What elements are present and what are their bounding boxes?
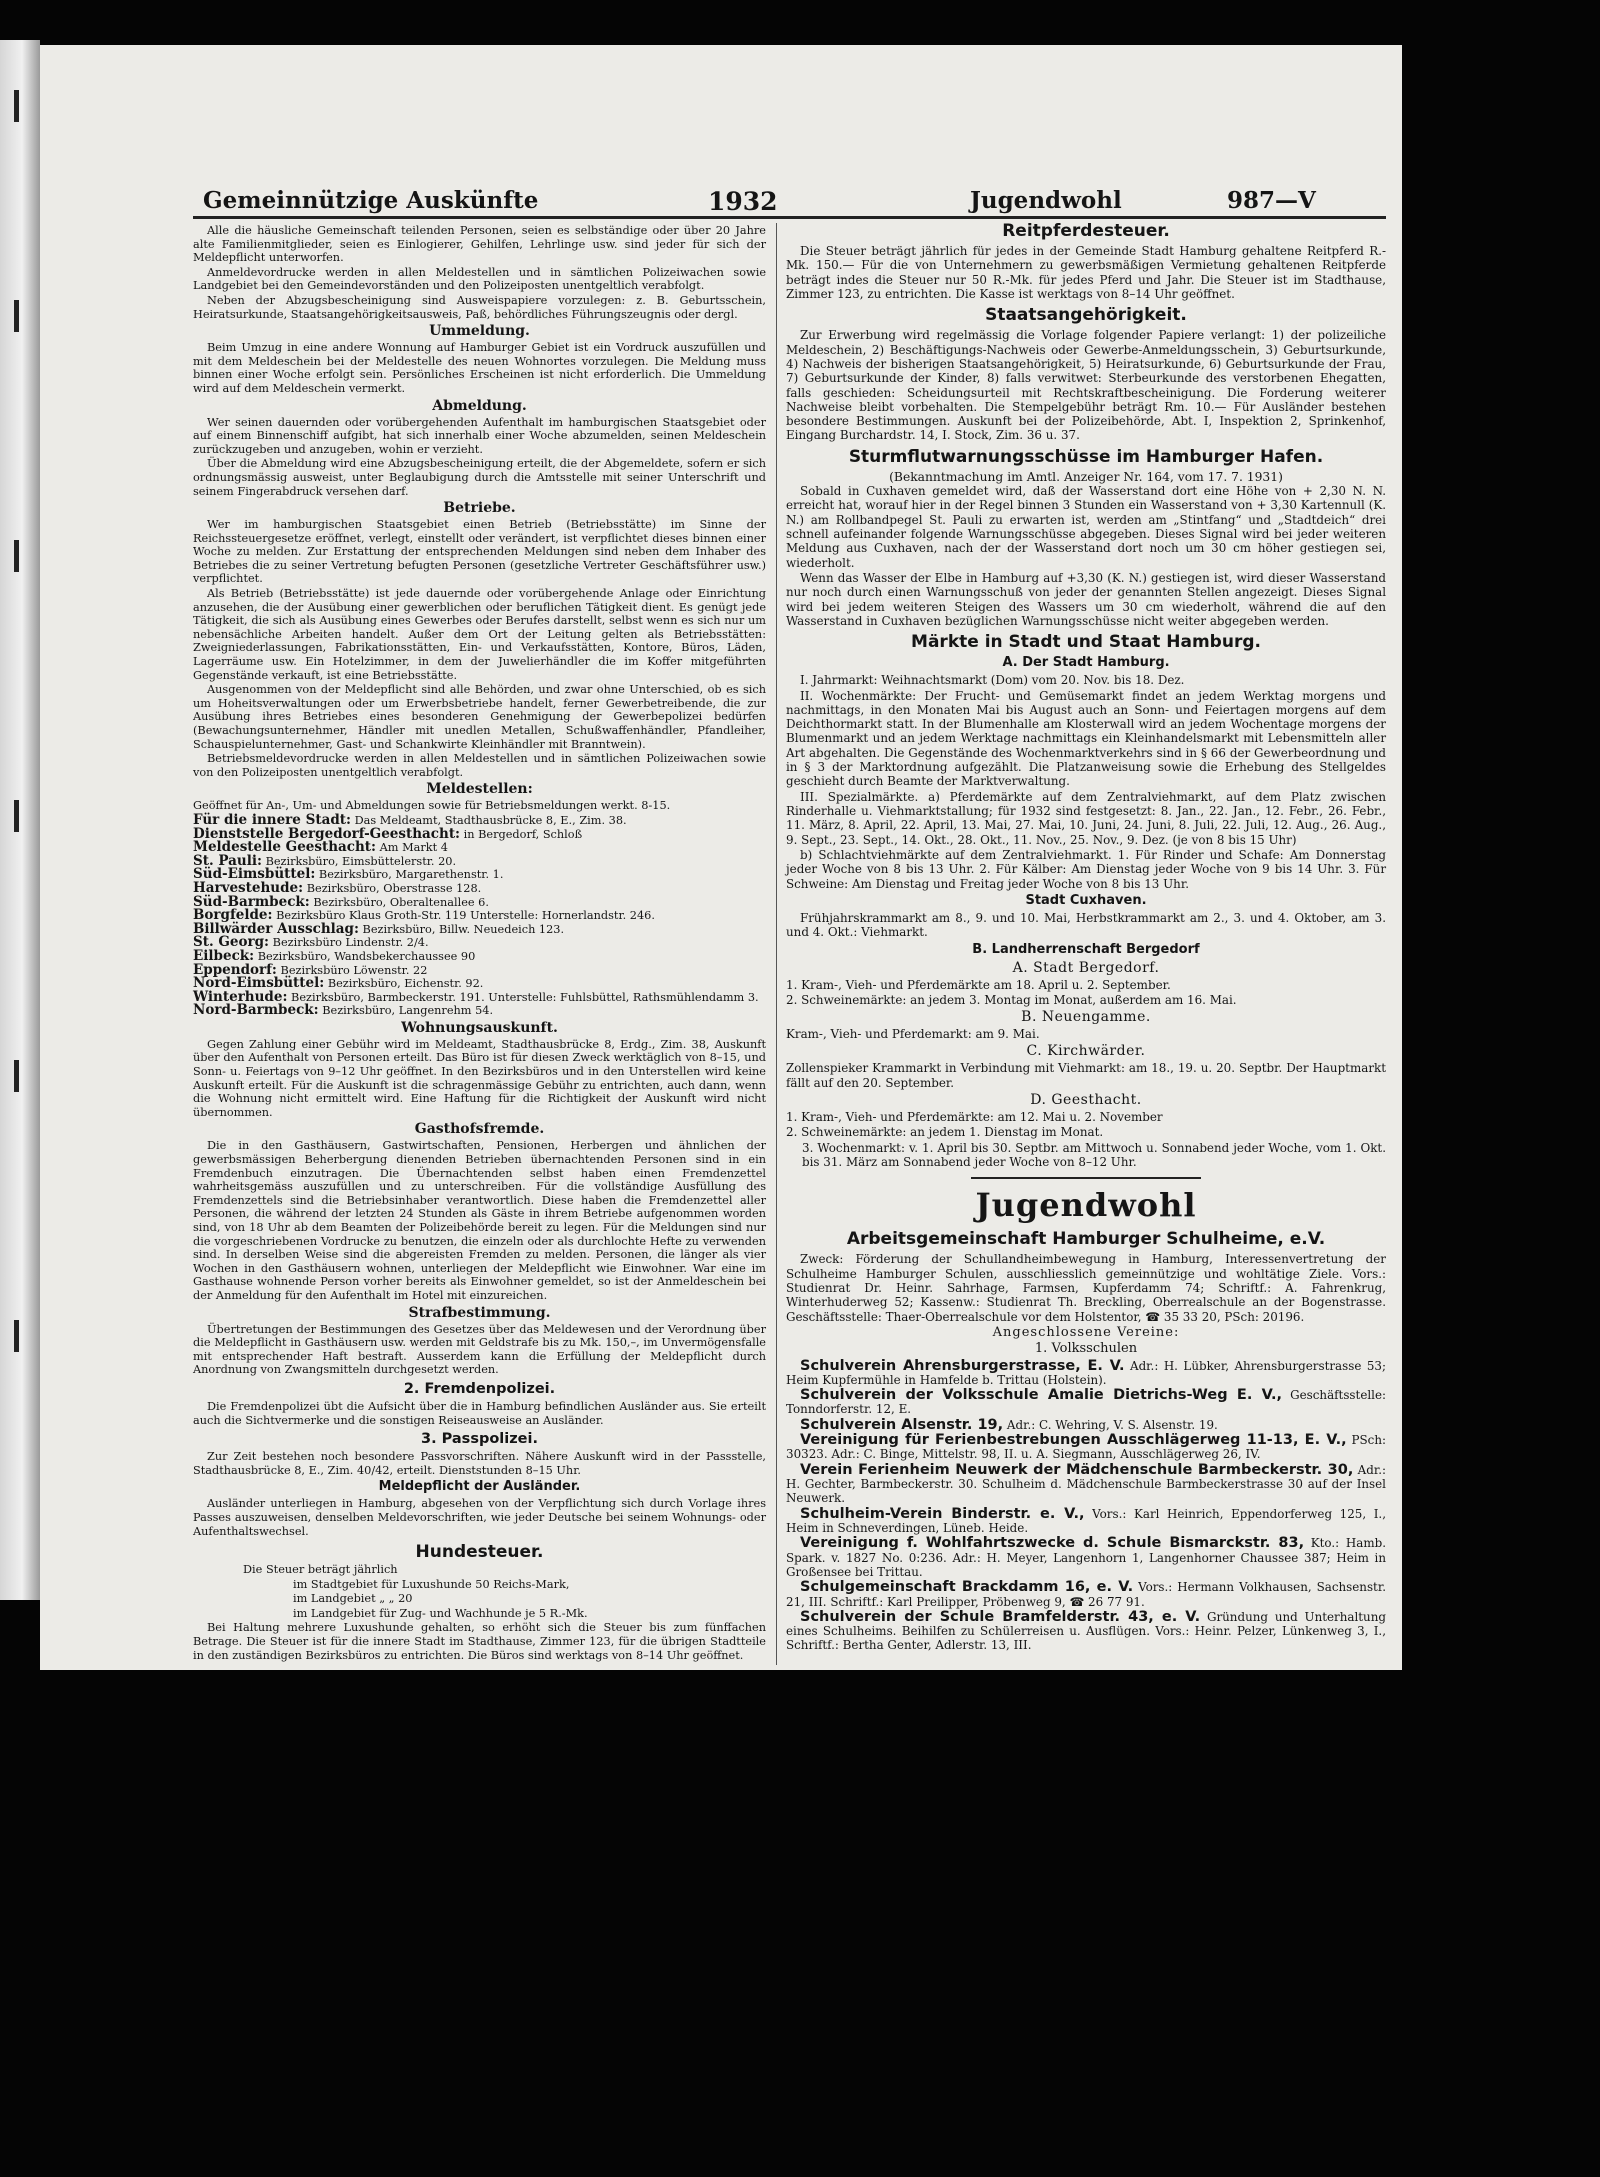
- paragraph: Zollenspieker Krammarkt in Verbindung mit Viehmarkt: am 18., 19. u. 20. Septbr. Der Hauptmarkt fällt auf den 20. September.: [786, 1061, 1386, 1090]
- list-item: Süd-Barmbeck: Bezirksbüro, Oberaltenallee 6.: [193, 893, 489, 910]
- list-item: Schulheim-Verein Binderstr. e. V., Vors.: Karl Heinrich, Eppendorferweg 125, I., Heim in Schneverdingen, Lüneb. Heide.: [786, 1505, 1386, 1535]
- paragraph: im Landgebiet für Zug- und Wachhunde je 5 R.-Mk.: [293, 1606, 588, 1620]
- paragraph: Alle die häusliche Gemeinschaft teilenden Personen, seien es selbständige oder über 20 Jahre alte Familienmitglieder, seien es Einlogierer, Gehilfen, Lehrlinge usw. sind jeder für sich der Meldepflicht unterworfen.: [193, 224, 766, 265]
- paragraph: Die Steuer beträgt jährlich: [243, 1563, 398, 1577]
- column-divider: [776, 223, 777, 1665]
- paragraph: Betriebsmeldevordrucke werden in allen Meldestellen und in sämtlichen Polizeiwachen sowie von den Polizeiposten unentgeltlich verabfolgt.: [193, 752, 766, 779]
- header-year: 1932: [708, 187, 778, 216]
- paragraph: im Stadtgebiet für Luxushunde 50 Reichs-Mark,: [293, 1577, 570, 1591]
- paragraph: Beim Umzug in eine andere Wonnung auf Hamburger Gebiet ist ein Vordruck auszufüllen und mit dem Meldeschein bei der Meldestelle des neuen Wohnortes vorzulegen. Die Meldung muss binnen einer Woche erfolgt sein. Persönliches Erscheinen ist nicht erforderlich. Die Ummeldung wird auf dem Meldeschein vermerkt.: [193, 341, 766, 395]
- heading-stadt-bergedorf: A. Stadt Bergedorf.: [1012, 959, 1160, 976]
- list-item: Schulverein Ahrensburgerstrasse, E. V. Adr.: H. Lübker, Ahrensburgerstrasse 53; Heim Kupfermühle in Hamfelde b. Trittau (Holstein).: [786, 1357, 1386, 1387]
- paragraph: Zur Zeit bestehen noch besondere Passvorschriften. Nähere Auskunft wird in der Passstelle, Stadthausbrücke 8, E., Zim. 40/42, erteilt. Dienststunden 8–15 Uhr.: [193, 1450, 766, 1477]
- right-column: [786, 221, 1386, 1654]
- heading-hundesteuer: Hundesteuer.: [415, 1542, 544, 1563]
- paragraph: Die Fremdenpolizei übt die Aufsicht über die in Hamburg befindlichen Ausländer aus. Sie erteilt auch die Sichtvermerke und die sonstigen Reiseausweise an Ausländer.: [193, 1399, 766, 1427]
- section-divider: [971, 1177, 1201, 1179]
- paragraph: Sobald in Cuxhaven gemeldet wird, daß der Wasserstand dort eine Höhe von + 2,30 N. N. erreicht hat, worauf hier in der Regel binnen 3 Stunden ein Wasserstand von + 3,30 Kartennull (K. N.) am Rollbandpegel St. Pauli zu erwarten ist, werden am „Stintfang“ und „Stadtdeich“ drei schnell aufeinander folgende Warnungsschüsse abgegeben. Dieses Signal wird bei jeder weiteren Meldung aus Cuxhaven, nach der der Wasserstand dort noch um 30 cm höher gestiegen sei, wiederholt.: [786, 484, 1386, 570]
- paragraph: Wer im hamburgischen Staatsgebiet einen Betrieb (Betriebsstätte) im Sinne der Reichssteuergesetze eröffnet, verlegt, einstellt oder verändert, ist verpflichtet dieses binnen einer Woche zu melden. Zur Erstattung der entsprechenden Meldungen sind neben dem Inhaber des Betriebes die zu seiner Vertretung befugten Personen (gesetzliche Vertreter Geschäftsführer usw.) verpflichtet.: [193, 518, 766, 586]
- paragraph: Wenn das Wasser der Elbe in Hamburg auf +3,30 (K. N.) gestiegen ist, wird dieser Wasserstand nur noch durch einen Warnungsschuß von jeder der genannten Stellen angezeigt. Dieses Signal wird bei jedem weiteren Steigen des Wassers um 30 cm wiederholt, während die auf den Wasserstand in Cuxhaven bezüglichen Warnungsschüsse nicht weiter abgegeben werden.: [786, 570, 1386, 628]
- list-item: Vereinigung f. Wohlfahrtszwecke d. Schule Bismarckstr. 83, Kto.: Hamb. Spark. v. 1827 No. 0:236. Adr.: H. Meyer, Langenhorn 1, Langenhorner Chaussee 387; Heim in Großensee bei Trittau.: [786, 1535, 1386, 1579]
- heading-ummeldung: Ummeldung.: [429, 323, 530, 340]
- heading-gasthofsfremde: Gasthofsfremde.: [414, 1121, 545, 1138]
- paragraph: Frühjahrskrammarkt am 8., 9. und 10. Mai, Herbstkrammarkt am 2., 3. und 4. Oktober, am 3. und 4. Okt.: Viehmarkt.: [786, 910, 1386, 940]
- list-item: Winterhude: Bezirksbüro, Barmbeckerstr. 191. Unterstelle: Fuhlsbüttel, Rathsmühlendamm 3.: [193, 988, 759, 1005]
- list-item: Vereinigung für Ferienbestrebungen Ausschlägerweg 11-13, E. V., PSch: 30323. Adr.: C. Binge, Mittelstr. 98, II. u. A. Siegmann, Ausschlägerweg 26, IV.: [786, 1432, 1387, 1462]
- paragraph: b) Schlachtviehmärkte auf dem Zentralviehmarkt. 1. Für Rinder und Schafe: Am Donnerstag jeder Woche von 8 bis 13 Uhr. 2. Für Kälber: Am Dienstag jeder Woche von 9 bis 14 Uhr. 3. Für Schweine: Am Dienstag und Freitag jeder Woche von 8 bis 13 Uhr.: [786, 847, 1386, 891]
- heading-stadt-hamburg: A. Der Stadt Hamburg.: [1002, 655, 1170, 671]
- vereine-list: [786, 1359, 1386, 1653]
- paragraph: 2. Schweinemärkte: an jedem 3. Montag im Monat, außerdem am 16. Mai.: [786, 992, 1237, 1007]
- list-item: Süd-Eimsbüttel: Bezirksbüro, Margarethenstr. 1.: [193, 866, 504, 883]
- heading-sturmflut: Sturmflutwarnungsschüsse im Hamburger Hafen.: [848, 446, 1324, 467]
- heading-reitpferdesteuer: Reitpferdesteuer.: [1002, 221, 1170, 241]
- list-item: Borgfelde: Bezirksbüro Klaus Groth-Str. 119 Unterstelle: Hornerlandstr. 246.: [193, 907, 655, 924]
- list-item: St. Georg: Bezirksbüro Lindenstr. 2/4.: [193, 934, 429, 951]
- left-column: [193, 224, 766, 1663]
- list-item: Meldestelle Geesthacht: Am Markt 4: [193, 839, 448, 856]
- heading-meldestellen: Meldestellen:: [426, 781, 533, 798]
- heading-meldepflicht-auslaender: Meldepflicht der Ausländer.: [378, 1479, 581, 1495]
- heading-angeschlossene-vereine: Angeschlossene Vereine:: [992, 1324, 1180, 1340]
- paragraph: Ausgenommen von der Meldepflicht sind alle Behörden, und zwar ohne Unterschied, ob es sich um Hoheitsverwaltungen oder um Erwerbsbetriebe handelt, ferner Gewerbetreibende, die zur Ausübung ihres Betriebes eines besonderen Genehmigung der Gewerbepolizei bedürfen (Bewachungsunternehmer, Händler mit unedlen Metallen, Schußwaffenhändler, Pfandleiher, Schauspielunternehmer, Gast- und Schankwirte Kleinhändler mit Branntwein).: [193, 683, 766, 751]
- paragraph: 2. Schweinemärkte: an jedem 1. Dienstag im Monat.: [786, 1125, 1104, 1140]
- list-item: Schulverein Alsenstr. 19, Adr.: C. Wehring, V. S. Alsenstr. 19.: [800, 1416, 1218, 1433]
- heading-maerkte: Märkte in Stadt und Staat Hamburg.: [911, 632, 1261, 653]
- heading-fremdenpolizei: 2. Fremdenpolizei.: [403, 1380, 556, 1397]
- heading-abmeldung: Abmeldung.: [432, 397, 527, 414]
- paragraph: 1. Kram-, Vieh- und Pferdemärkte: am 12. Mai u. 2. November: [786, 1110, 1163, 1125]
- heading-volksschulen: 1. Volksschulen: [1034, 1341, 1138, 1357]
- book-spine: [0, 40, 40, 1600]
- header-page-number: 987—V: [1227, 187, 1316, 214]
- subtitle: (Bekanntmachung im Amtl. Anzeiger Nr. 164, vom 17. 7. 1931): [889, 469, 1283, 484]
- heading-wohnungsauskunft: Wohnungsauskunft.: [401, 1019, 558, 1036]
- heading-neuengamme: B. Neuengamme.: [1021, 1009, 1151, 1026]
- paragraph: Gegen Zahlung einer Gebühr wird im Meldeamt, Stadthausbrücke 8, Erdg., Zim. 38, Auskunft über den Aufenthalt von Personen erteilt. Das Büro ist für diesen Zweck werktäglich von 8–15, und Sonn- u. Feiertags von 9–12 Uhr geöffnet. In den Bezirksbüros und in den Unterstellen wird keine Auskunft erteilt. Für die Auskunft ist die schragenmässige Gebühr zu entrichten, auch dann, wenn die Wohnung nicht ermittelt wird. Eine Haftung für die Richtigkeit der Auskunft wird nicht übernommen.: [193, 1037, 766, 1119]
- paragraph: Über die Abmeldung wird eine Abzugsbescheinigung erteilt, die der Abgemeldete, sofern er sich ordnungsmässig ausweist, unter Beglaubigung durch die Amtsstelle mit seiner Unterschrift und seinem Fingerabdruck versehen darf.: [193, 457, 766, 498]
- paragraph: Bei Haltung mehrere Luxushunde gehalten, so erhöht sich die Steuer bis zum fünffachen Betrage. Die Steuer ist für die innere Stadt im Stadthause, Zimmer 123, für die übrigen Stadtteile in den zuständigen Bezirksbüros zu entrichten. Die Büros sind werktags von 8–14 Uhr geöffnet.: [193, 1621, 766, 1662]
- heading-strafbestimmung: Strafbestimmung.: [408, 1304, 551, 1321]
- list-item: Verein Ferienheim Neuwerk der Mädchenschule Barmbeckerstr. 30, Adr.: H. Gechter, Barmbeckerstr. 30. Schulheim d. Mädchenschule Barmbeckerstrasse 30 auf der Insel Neuwerk.: [786, 1461, 1386, 1506]
- heading-arbeitsgemeinschaft: Arbeitsgemeinschaft Hamburger Schulheime, e.V.: [846, 1229, 1326, 1250]
- paragraph: 3. Wochenmarkt: v. 1. April bis 30. Septbr. am Mittwoch u. Sonnabend jeder Woche, vom 1. Okt. bis 31. März am Sonnabend jeder Woche von 8–12 Uhr.: [802, 1140, 1386, 1169]
- list-item: Für die innere Stadt: Das Meldeamt, Stadthausbrücke 8, E., Zim. 38.: [193, 811, 627, 828]
- paragraph: Ausländer unterliegen in Hamburg, abgesehen von der Verpflichtung sich durch Vorlage ihres Passes auszuweisen, denselben Meldevorschriften, wie jeder Deutsche bei seinem Wohnungs- oder Aufenthaltswechsel.: [193, 1497, 766, 1538]
- paragraph: Kram-, Vieh- und Pferdemarkt: am 9. Mai.: [786, 1027, 1040, 1042]
- heading-geesthacht: D. Geesthacht.: [1030, 1092, 1142, 1109]
- list-item: Schulgemeinschaft Brackdamm 16, e. V. Vors.: Hermann Volkhausen, Sachsenstr. 21, III. Schriftf.: Karl Preilipper, Pröbenweg 9, ☎ 26 77 91.: [786, 1579, 1386, 1609]
- list-item: Nord-Barmbeck: Bezirksbüro, Langenrehm 54.: [193, 1002, 494, 1019]
- list-item: Billwärder Ausschlag: Bezirksbüro, Billw. Neuedeich 123.: [193, 920, 565, 937]
- paragraph: Zweck: Förderung der Schullandheimbewegung in Hamburg, Interessenvertretung der Schulheime Hamburger Schulen, ausschliesslich gemeinnützige und wohltätige Ziele. Vors.: Studienrat Dr. Heinr. Sahrhage, Farmsen, Kupferdamm 74; Schriftf.: A. Fahrenkrug, Winterhuderweg 52; Kassenw.: Studienrat Th. Breckling, Oberrealschule an der Bogenstrasse. Geschäftsstelle: Thaer-Oberrealschule vor dem Holstentor, ☎ 35 33 20, PSch: 20196.: [786, 1252, 1386, 1324]
- meldestellen-list: [193, 811, 766, 1019]
- paragraph: Als Betrieb (Betriebsstätte) ist jede dauernde oder vorübergehende Anlage oder Einrichtung anzusehen, die der Ausübung einer gewerblichen oder beruflichen Tätigkeit dient. Es genügt jede Tätigkeit, die sich als Ausübung eines Gewerbes oder Berufes darstellt, selbst wenn es sich nur um nebensächliche Arbeiten handelt. Außer dem Ort der Leitung gelten als Betriebsstätten: Zweigniederlassungen, Fabrikationsstätten, Ein- und Verkaufsstätten, Kontore, Büros, Läden, Lagerräume usw. Ein Hotelzimmer, in dem der Juwelierhändler die im Koffer mitgeführten Gegenstände verkauft, ist eine Betriebsstätte.: [193, 587, 766, 682]
- header-left: Gemeinnützige Auskünfte: [203, 187, 539, 214]
- paragraph: Die Steuer beträgt jährlich für jedes in der Gemeinde Stadt Hamburg gehaltene Reitpferd R.-Mk. 150.— Für die von Unternehmern zu gewerbsmäßigen Vermietung gehaltenen Reitpferde beträgt indes die Steuer nur 50 R.-Mk. für jedes Pferd und Jahr. Die Steuer ist im Stadthause, Zimmer 123, zu entrichten. Die Kasse ist werktags von 8–14 Uhr geöffnet.: [786, 244, 1386, 301]
- list-item: Harvestehude: Bezirksbüro, Oberstrasse 128.: [193, 879, 482, 896]
- paragraph: I. Jahrmarkt: Weihnachtsmarkt (Dom) vom 20. Nov. bis 18. Dez.: [800, 673, 1185, 688]
- heading-cuxhaven: Stadt Cuxhaven.: [1025, 892, 1147, 908]
- list-item: Schulverein der Volksschule Amalie Dietrichs-Weg E. V., Geschäftsstelle: Tonndorferstr. 12, E.: [786, 1387, 1386, 1417]
- paragraph: Anmeldevordrucke werden in allen Meldestellen und in sämtlichen Polizeiwachen sowie Landgebiet bei den Gemeindevorständen und den Polizeiposten unentgeltlich verabfolgt.: [193, 265, 766, 293]
- paragraph: III. Spezialmärkte. a) Pferdemärkte auf dem Zentralviehmarkt, auf dem Platz zwischen Rinderhalle u. Viehmarktstallung; für 1932 sind festgesetzt: 8. Jan., 22. Jan., 12. Febr., 26. Febr., 11. März, 8. April, 22. April, 13. Mai, 27. Mai, 10. Juni, 24. Juni, 8. Juli, 22. Juli, 12. Aug., 26. Aug., 9. Sept., 23. Sept., 14. Okt., 28. Okt., 11. Nov., 25. Nov., 9. Dez. (je von 8 bis 15 Uhr): [786, 789, 1386, 847]
- heading-jugendwohl: Jugendwohl: [975, 1186, 1197, 1225]
- list-item: Dienststelle Bergedorf-Geesthacht: in Bergedorf, Schloß: [193, 825, 583, 842]
- list-item: Eppendorf: Bezirksbüro Löwenstr. 22: [193, 961, 428, 978]
- heading-kirchwaerder: C. Kirchwärder.: [1026, 1043, 1146, 1060]
- paragraph: Zur Erwerbung wird regelmässig die Vorlage folgender Papiere verlangt: 1) der polizeiliche Meldeschein, 2) Beschäftigungs-Nachweis oder Gewerbe-Anmeldungsschein, 3) Geburtsurkunde, 4) Nachweis der bisherigen Staatsangehörigkeit, 5) Heiratsurkunde, 6) Geburtsurkunde der Frau, 7) Geburtsurkunde der Kinder, 8) falls verwitwet: Sterbeurkunde des verstorbenen Ehegatten, falls geschieden: Scheidungsurteil mit Rechtskraftbescheinigung. Die Forderung weiterer Nachweise bleibt vorbehalten. Die Stempelgebühr beträgt Rm. 10.— Für Ausländer bestehen besondere Bestimmungen. Auskunft bei der Polizeibehörde, Abt. I, Inspektion 2, Sprinkenhof, Eingang Burchardstr. 14, I. Stock, Zim. 36 u. 37.: [786, 328, 1386, 443]
- list-item: Nord-Eimsbüttel: Bezirksbüro, Eichenstr. 92.: [193, 975, 484, 992]
- paragraph: Übertretungen der Bestimmungen des Gesetzes über das Meldewesen und der Verordnung über die Meldepflicht in Gasthäusern usw. werden mit Geldstrafe bis zu Mk. 150,–, im Unvermögensfalle mit entsprechender Haft bestraft. Ausserdem kann die Erfüllung der Meldepflicht durch Anordnung von Zwangsmitteln durchgesetzt werden.: [193, 1322, 766, 1377]
- list-item: Schulverein der Schule Bramfelderstr. 43, e. V. Gründung und Unterhaltung eines Schulheims. Beihilfen zu Schülerreisen u. Ausflügen. Vors.: Heinr. Pelzer, Lünkenweg 3, I., Schriftf.: Bertha Genter, Adlerstr. 13, III.: [786, 1608, 1386, 1653]
- list-item: Eilbeck: Bezirksbüro, Wandsbekerchaussee 90: [193, 947, 476, 964]
- paragraph: Neben der Abzugsbescheinigung sind Ausweispapiere vorzulegen: z. B. Geburtsschein, Heiratsurkunde, Staatsangehörigkeitsausweis, Paß, behördliches Führungszeugnis oder dergl.: [193, 293, 766, 321]
- heading-staatsangehoerigkeit: Staatsangehörigkeit.: [985, 305, 1187, 326]
- paragraph: im Landgebiet „ „ 20: [293, 1592, 413, 1606]
- paragraph: II. Wochenmärkte: Der Frucht- und Gemüsemarkt findet an jedem Werktag morgens und nachmittags, in den Monaten Mai bis August auch an Sonn- und Feiertagen morgens auf dem Deichthormarkt statt. In der Blumenhalle am Klosterwall wird an jedem Wochentage morgens der Blumenmarkt und an jedem Werktage nachmittags ein Kleinhandelsmarkt mit Lebensmitteln aller Art abgehalten. Die Gegenstände des Wochenmarktverkehrs sind in § 66 der Gewerbeordnung und in § 3 der Marktordnung aufgezählt. Die Platzanweisung sowie die Erhebung des Stellgeldes geschieht durch Beamte der Marktverwaltung.: [786, 688, 1386, 789]
- heading-passpolizei: 3. Passpolizei.: [421, 1431, 538, 1448]
- header-rule: [193, 216, 1386, 219]
- header-section: Jugendwohl: [970, 187, 1122, 214]
- heading-bergedorf: B. Landherrenschaft Bergedorf: [972, 941, 1200, 957]
- heading-betriebe: Betriebe.: [443, 500, 516, 517]
- paragraph: Geöffnet für An-, Um- und Abmeldungen sowie für Betriebsmeldungen werkt. 8-15.: [193, 799, 671, 813]
- paragraph: 1. Kram-, Vieh- und Pferdemärkte am 18. April u. 2. September.: [786, 977, 1171, 992]
- page: [40, 45, 1402, 1670]
- paragraph: Die in den Gasthäusern, Gastwirtschaften, Pensionen, Herbergen und ähnlichen der gewerbsmässigen Beherbergung dienenden Betrieben übernachtenden Personen sind in ein Fremdenbuch einzutragen. Die Übernachtenden selbst haben einen Fremdenzettel wahrheitsgemäss auszufüllen und zu unterschreiben. Für die vollständige Ausfüllung des Fremdenzettels sind die Betriebsinhaber verantwortlich. Diese haben die Fremdenzettel aller Personen, die während der letzten 24 Stunden als Gäste in ihrem Betriebe aufgenommen worden sind, von 18 Uhr ab dem Beamten der Polizeibehörde bereit zu legen. Für die Meldungen sind nur die vorgeschriebenen Vordrucke zu benutzen, die einzeln oder als durchlochte Hefte zu verwenden sind. In derselben Weise sind die abgereisten Fremden zu melden. Personen, die länger als vier Wochen in den Gasthäusern wohnen, unterliegen der Meldepflicht wie Einwohner. War eine im Gasthause wohnende Person vorher bereits als Einwohner gemeldet, so ist der Anmeldeschein bei der Anmeldung für den Aufenthalt im Hotel mit einzureichen.: [193, 1139, 766, 1302]
- paragraph: Wer seinen dauernden oder vorübergehenden Aufenthalt im hamburgischen Staatsgebiet oder auf einem Binnenschiff aufgibt, hat sich innerhalb einer Woche abzumelden, seinen Meldeschein zurückzugeben und anzugeben, wohin er verzieht.: [193, 415, 766, 456]
- list-item: St. Pauli: Bezirksbüro, Eimsbüttelerstr. 20.: [193, 852, 457, 869]
